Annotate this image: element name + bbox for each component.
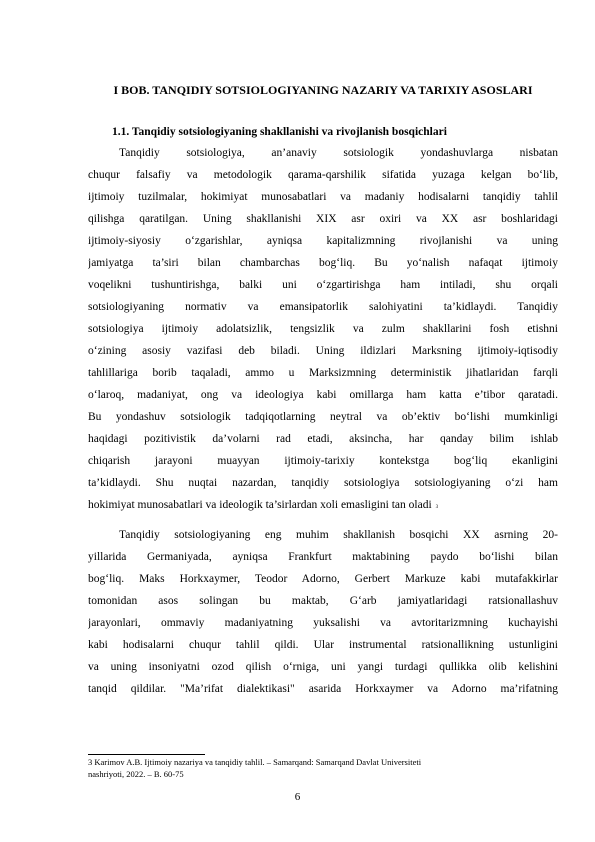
text-line: haqidagi pozitivistik da’volarni rad etadi, aksincha, har qanday bilim ishlab <box>88 433 558 445</box>
text-line: Bu yondashuv sotsiologik tadqiqotlarning neytral va ob’ektiv bo‘lishi mumkinligi <box>88 411 558 423</box>
footnote-separator <box>88 754 205 755</box>
text-line: chiqarish jarayoni muayyan ijtimoiy-tarixiy kontekstga bog‘liq ekanligini <box>88 455 558 467</box>
text-line: va uning insoniyatni ozod qilish o‘rniga, uni yangi turdagi qullikka olib kelishini <box>88 661 558 673</box>
text-line: ijtimoiy tuzilmalar, hokimiyat munosabatlari va madaniy hodisalarni tanqidiy tahlil <box>88 191 558 203</box>
chapter-title: I BOB. TANQIDIY SOTSIOLOGIYANING NAZARIY VA TARIXIY ASOSLARI <box>113 83 533 97</box>
text-line: ijtimoiy-siyosiy o‘zgarishlar, ayniqsa kapitalizmning rivojlanishi va uning <box>88 235 558 247</box>
paragraph-2 <box>88 524 558 700</box>
text-line-last <box>88 494 558 516</box>
text-line: chuqur falsafiy va metodologik qarama-qarshilik sifatida yuzaga kelgan bo‘lib, <box>88 169 558 181</box>
text-line: o‘laroq, madaniyat, ong va ideologiya kabi omillarga ham katta e’tibor qaratadi. <box>88 389 558 401</box>
text-line: sotsiologiyaning normativ va emansipatorlik salohiyatini ta’kidlaydi. Tanqidiy <box>88 301 558 313</box>
text-line: tanqid qildilar. "Ma’rifat dialektikasi" asarida Horkxaymer va Adorno ma’rifatning <box>88 683 558 695</box>
text-line: sotsiologiya ijtimoiy adolatsizlik, tengsizlik va zulm shakllarini fosh etishni <box>88 323 558 335</box>
text-line: bog‘liq. Maks Horkxaymer, Teodor Adorno, Gerbert Markuze kabi mutafakkirlar <box>88 573 558 585</box>
page-number: 6 <box>294 791 301 803</box>
text-line: jarayonlari, ommaviy madaniyatning yuksalishi va avtoritarizmning kuchayishi <box>88 617 558 629</box>
paragraph-1 <box>88 142 558 516</box>
footnote-line-2: nashriyoti, 2022. – B. 60-75 <box>88 769 184 779</box>
text-line: kabi hodisalarni chuqur tahlil qildi. Ular instrumental ratsionallikning ustunligini <box>88 639 558 651</box>
text-line: tomonidan asos solingan bu maktab, G‘arb jamiyatlaridagi ratsionallashuv <box>88 595 558 607</box>
paragraph-1-last-text: hokimiyat munosabatlari va ideologik ta’sirlardan xoli emasligini tan oladi <box>88 499 432 511</box>
text-line: jamiyatga ta’siri bilan chambarchas bog‘liq. Bu yo‘nalish nafaqat ijtimoiy <box>88 257 558 269</box>
footnote-line-1: 3 Karimov A.B. Ijtimoiy nazariya va tanqidiy tahlil. – Samarqand: Samarqand Davlat Universiteti <box>88 757 422 767</box>
text-line: ta’kidlaydi. Shu nuqtai nazardan, tanqidiy sotsiologiya sotsiologiyaning o‘zi ham <box>88 477 558 489</box>
footnote <box>88 756 558 780</box>
section-title: 1.1. Tanqidiy sotsiologiyaning shakllanishi va rivojlanish bosqichlari <box>112 126 447 138</box>
text-line: qilishga qaratilgan. Uning shakllanishi XIX asr oxiri va XX asr boshlaridagi <box>88 213 558 225</box>
text-line: tahlillariga borib taqaladi, ammo u Marksizmning deterministik jihatlaridan farqli <box>88 367 558 379</box>
text-line: voqelikni tushuntirishga, balki uni o‘zgartirishga ham intiladi, shu orqali <box>88 279 558 291</box>
text-line: yillarida Germaniyada, ayniqsa Frankfurt maktabining paydo bo‘lishi bilan <box>88 551 558 563</box>
footnote-reference[interactable]: 3 <box>435 505 439 510</box>
text-line: o‘zining asosiy vazifasi deb biladi. Uning ildizlari Marksning ijtimoiy-iqtisodiy <box>88 345 558 357</box>
text-line: Tanqidiy sotsiologiyaning eng muhim shakllanish bosqichi XX asrning 20- <box>119 529 558 541</box>
text-line: Tanqidiy sotsiologiya, an’anaviy sotsiologik yondashuvlarga nisbatan <box>119 147 558 159</box>
